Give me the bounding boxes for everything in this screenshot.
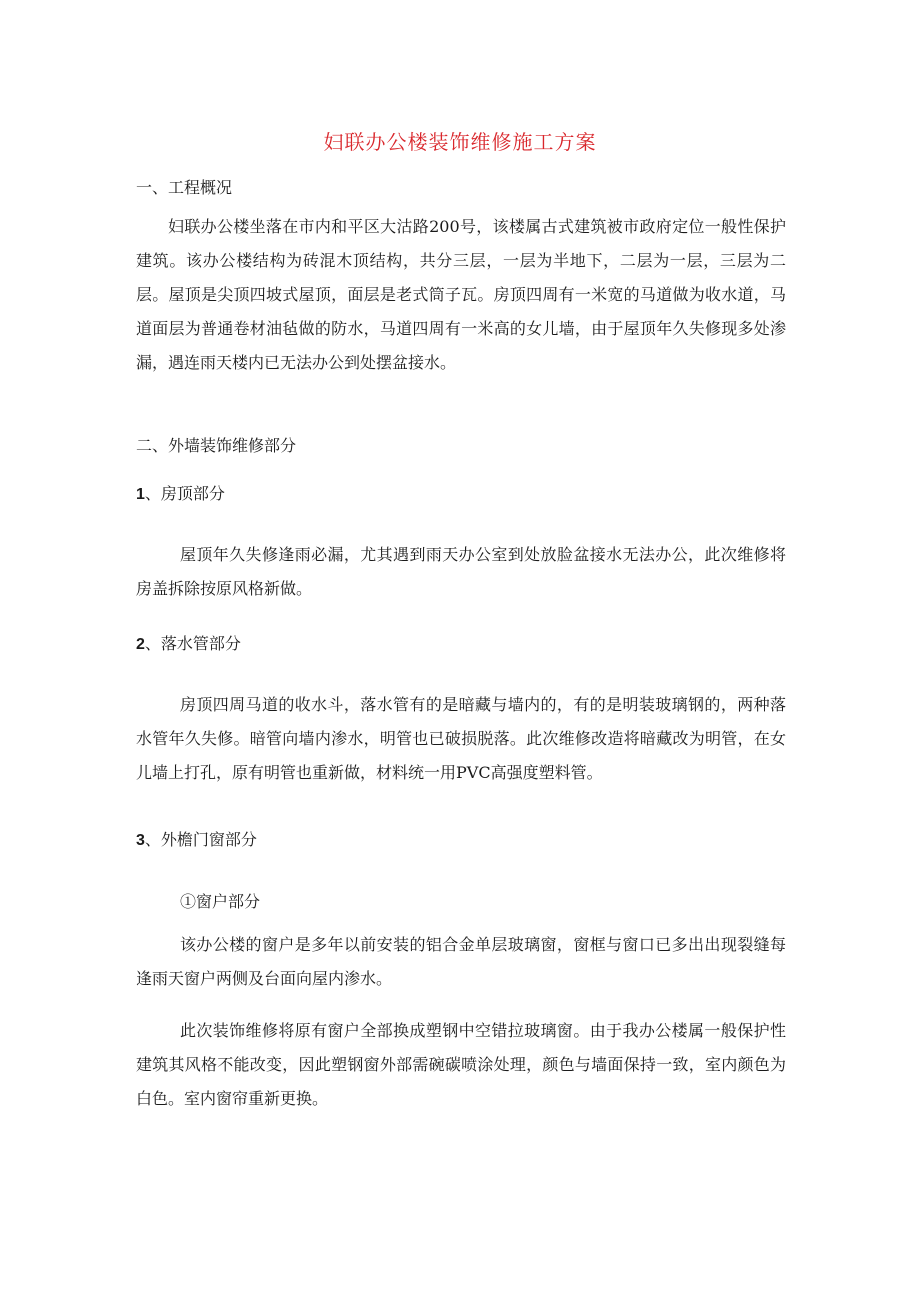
windows-paragraph-replacement: 此次装饰维修将原有窗户全部换成塑钢中空错拉玻璃窗。由于我办公楼属一般保护性建筑其风格不能改变，因此塑钢窗外部需碗碳喷涂处理，颜色与墙面保持一致，室内颜色为白色。室内窗帘重新更换。: [136, 1021, 786, 1108]
subsection-label: 、外檐门窗部分: [144, 830, 257, 849]
subsection-number: 1: [136, 486, 145, 503]
subsection-number: 3: [136, 832, 145, 849]
subsection-label: 、落水管部分: [144, 634, 241, 653]
roof-paragraph: 屋顶年久失修逢雨必漏，尤其遇到雨天办公室到处放脸盆接水无法办公，此次维修将房盖拆除按原风格新做。: [136, 545, 786, 598]
section-heading-exterior: 二、外墙装饰维修部分: [136, 436, 297, 455]
windows-subheading: ①窗户部分: [180, 892, 261, 911]
subsection-heading-downpipe: [136, 632, 241, 657]
subsection-number: 2: [136, 636, 145, 653]
section-heading-overview: 一、工程概况: [136, 178, 233, 197]
downpipe-paragraph: 房顶四周马道的收水斗，落水管有的是暗藏与墙内的，有的是明装玻璃钢的，两种落水管年久失修。暗管向墙内渗水，明管也已破损脱落。此次维修改造将暗藏改为明管，在女儿墙上打孔，原有明管也重新做，材料统一用PVC高强度塑料管。: [136, 695, 786, 782]
subsection-heading-roof: [136, 482, 225, 507]
document-title: 妇联办公楼装饰维修施工方案: [323, 130, 597, 154]
subsection-label: 、房顶部分: [144, 484, 225, 503]
overview-paragraph: 妇联办公楼坐落在市内和平区大沽路200号，该楼属古式建筑被市政府定位一般性保护建筑。该办公楼结构为砖混木顶结构，共分三层，一层为半地下，二层为一层，三层为二层。屋顶是尖顶四坡式屋顶，面层是老式筒子瓦。房顶四周有一米宽的马道做为收水道，马道面层为普通卷材油毡做的防水，马道四周有一米高的女儿墙，由于屋顶年久失修现多处渗漏，遇连雨天楼内已无法办公到处摆盆接水。: [136, 217, 786, 372]
windows-paragraph-existing: 该办公楼的窗户是多年以前安装的铝合金单层玻璃窗，窗框与窗口已多出出现裂缝每逢雨天窗户两侧及台面向屋内渗水。: [136, 935, 786, 988]
subsection-heading-windows-doors: [136, 828, 257, 853]
